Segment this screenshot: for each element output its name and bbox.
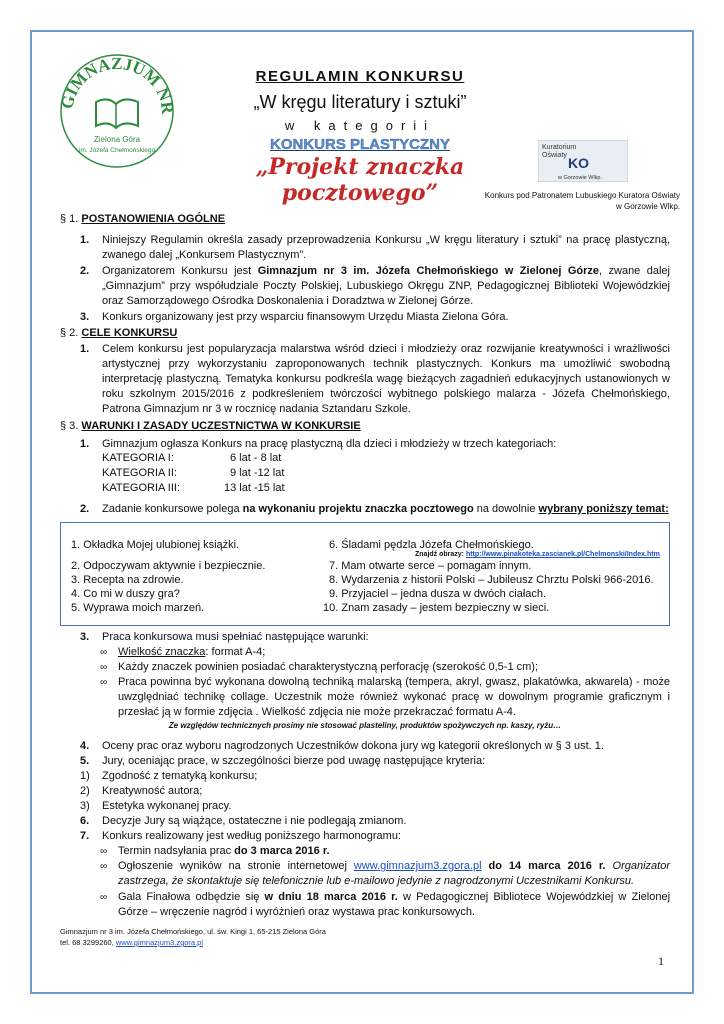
s3-item-1 xyxy=(80,437,670,452)
kuratorium-line3: w Gorzowie Wlkp. xyxy=(558,175,603,181)
section-number: § 3. xyxy=(60,420,79,432)
item-text: Organizatorem Konkursu jest Gimnazjum nr 3 im. Józefa Chełmońskiego w Zielonej Górze, zwane dalej „Gimnazjum” przy współudziale Poczty Polskiej, Lubuskiego Okręgu ZNP, Pedagogicznej Biblioteki Wojewódzkiej oraz Samorządowego Ośrodka Doskonalenia i Doradztwa w Zielonej Górze. xyxy=(102,265,670,307)
item-text: Kreatywność autora; xyxy=(102,785,203,797)
condition-3 xyxy=(100,675,670,720)
section-title: POSTANOWIENIA OGÓLNE xyxy=(81,213,226,225)
s1-item-1 xyxy=(80,233,670,263)
theme-1: 1. Okładka Mojej ulubionej książki. xyxy=(71,539,240,551)
images-link[interactable]: http://www.pinakoteka.zascianek.pl/Chelmonski/Index.htm xyxy=(465,551,660,558)
category-2-name: KATEGORIA II: xyxy=(102,467,177,479)
item-text: Gala Finałowa odbędzie się w dniu 18 marca 2016 r. w Pedagogicznej Bibliotece Wojewódzkiej w Zielonej Górze – wręczenie nagród i wyróżnień oraz wystawa prac konkursowych. xyxy=(118,891,671,918)
item-number: 1. xyxy=(80,343,90,355)
s3-item-4 xyxy=(80,739,670,754)
bullet-icon: ∞ xyxy=(100,861,108,872)
theme-6: 6. Śladami pędzla Józefa Chełmońskiego. xyxy=(329,539,534,551)
patronage-line1: Konkurs pod Patronatem Lubuskiego Kuratora Oświaty xyxy=(484,191,680,200)
svg-text:GIMNAZJUM NR 3 xyxy=(58,52,176,116)
item-text: Niniejszy Regulamin określa zasady przeprowadzenia Konkursu „W kręgu literatury i sztuki” na pracę plastyczną, zwanego dalej „Konkursem Plastycznym”. xyxy=(102,234,670,261)
kuratorium-logo xyxy=(538,140,628,182)
kuratorium-line1: Kuratorium xyxy=(542,144,577,151)
criterion-2 xyxy=(80,784,670,799)
patronage-line2: w Gorzowie Wlkp. xyxy=(615,202,680,211)
bullet-icon: ∞ xyxy=(100,677,108,688)
page-number: 1 xyxy=(658,954,664,968)
item-text: Wielkość znaczka: format A-4; xyxy=(118,646,266,658)
item-text: Oceny prac oraz wyboru nagrodzonych Uczestników dokona jury wg kategorii określonych w § 3 ust. 1. xyxy=(102,740,604,752)
criterion-1 xyxy=(80,769,670,784)
footer-contact: tel. 68 3299260, www.gimnazjum3.zgora.pl xyxy=(60,938,204,947)
item-number: 2. xyxy=(80,265,90,277)
item-text: Decyzje Jury są wiążące, ostateczne i nie podlegają zmianom. xyxy=(102,815,407,827)
category-3-age: 13 lat -15 lat xyxy=(224,482,285,494)
page-footer xyxy=(60,926,326,948)
section-title: WARUNKI I ZASADY UCZESTNICTWA W KONKURSIE xyxy=(81,420,361,432)
item-text: Termin nadsyłania prac do 3 marca 2016 r. xyxy=(118,845,330,857)
category-word: w kategorii xyxy=(284,118,436,133)
s3-item-5 xyxy=(80,754,670,769)
item-number: 2) xyxy=(80,785,90,797)
item-text: Praca konkursowa musi spełniać następujące warunki: xyxy=(102,631,369,643)
section-title: CELE KONKURSU xyxy=(81,327,178,339)
category-1-name: KATEGORIA I: xyxy=(102,452,174,464)
s3-item-3 xyxy=(80,630,670,645)
item-text: Ogłoszenie wyników na stronie internetowej www.gimnazjum3.zgora.pl do 14 marca 2016 r. Organizator zastrzega, że skontaktuje się telefonicznie lub e-mailowo jedynie z nagrodzonymi Uczestnikami Konkursu. xyxy=(118,860,670,887)
schedule-1 xyxy=(100,844,670,859)
s3-item-7 xyxy=(80,829,670,844)
item-number: 3. xyxy=(80,311,90,323)
s1-item-3 xyxy=(80,310,670,325)
doc-title: REGULAMIN KONKURSU xyxy=(255,68,465,85)
condition-1 xyxy=(100,645,670,660)
category-1-age: 6 lat - 8 lat xyxy=(230,452,282,464)
item-text: Gimnazjum ogłasza Konkurs na pracę plastyczną dla dzieci i młodzieży w trzech kategoriach: xyxy=(102,438,557,450)
item-number: 1. xyxy=(80,438,90,450)
item-number: 3. xyxy=(80,631,90,643)
section-number: § 2. xyxy=(60,327,79,339)
item-number: 2. xyxy=(80,503,90,515)
theme-9: 9. Przyjaciel – jedna dusza w dwóch ciałach. xyxy=(329,588,547,600)
theme-4: 4. Co mi w duszy gra? xyxy=(71,588,180,600)
section-1-heading xyxy=(60,213,225,225)
patronage-note xyxy=(440,190,680,212)
bullet-icon: ∞ xyxy=(100,662,108,673)
theme-10: 10. Znam zasady – jestem bezpieczny w sieci. xyxy=(323,602,550,614)
item-text: Jury, oceniając prace, w szczególności bierze pod uwagę następujące kryteria: xyxy=(102,755,486,767)
item-number: 5. xyxy=(80,755,90,767)
images-hint: Znajdź obrazy: http://www.pinakoteka.zascianek.pl/Chelmonski/Index.htm xyxy=(415,551,660,558)
item-number: 6. xyxy=(80,815,90,827)
item-text: Konkurs realizowany jest według poniższego harmonogramu: xyxy=(102,830,401,842)
logo-city: Zielona Góra xyxy=(93,135,141,144)
item-number: 1) xyxy=(80,770,90,782)
item-number: 1. xyxy=(80,234,90,246)
footer-address: Gimnazjum nr 3 im. Józefa Chełmońskiego, ul. św. Kingi 1, 65-215 Zielona Góra xyxy=(60,927,326,936)
project-title: „Projekt znaczka pocztowego” xyxy=(255,154,465,206)
s1-item-2 xyxy=(80,264,670,309)
item-text: Estetyka wykonanej pracy. xyxy=(102,800,232,812)
footer-website-link[interactable]: www.gimnazjum3.zgora.pl xyxy=(115,938,204,947)
logo-patron: im. Józefa Chełmońskiego xyxy=(78,147,156,154)
condition-2 xyxy=(100,660,670,675)
kuratorium-line2: Oświaty xyxy=(542,152,567,159)
item-text: Każdy znaczek powinien posiadać charakterystyczną perforację (szerokość 0,5-1 cm); xyxy=(118,661,539,673)
technical-note: Ze względów technicznych prosimy nie stosować plasteliny, produktów spożywczych np. kaszy, ryżu… xyxy=(168,721,562,730)
item-text: Zgodność z tematyką konkursu; xyxy=(102,770,258,782)
theme-5: 5. Wyprawa moich marzeń. xyxy=(71,602,205,614)
schedule-3 xyxy=(100,890,670,920)
s3-item-2 xyxy=(80,502,670,517)
bullet-icon: ∞ xyxy=(100,892,108,903)
theme-2: 2. Odpoczywam aktywnie i bezpiecznie. xyxy=(71,560,266,572)
s3-item-6 xyxy=(80,814,670,829)
section-2-heading xyxy=(60,327,177,339)
bullet-icon: ∞ xyxy=(100,846,108,857)
criterion-3 xyxy=(80,799,670,814)
theme-8: 8. Wydarzenia z historii Polski – Jubileusz Chrztu Polski 966-2016. xyxy=(329,574,654,586)
svg-text:KO: KO xyxy=(568,155,589,171)
item-text: Konkurs organizowany jest przy wsparciu finansowym Urzędu Miasta Zielona Góra. xyxy=(102,311,509,323)
logo-arc-text: GIMNAZJUM NR xyxy=(58,53,176,116)
item-number: 7. xyxy=(80,830,90,842)
category-3-name: KATEGORIA III: xyxy=(102,482,181,494)
item-text: Praca powinna być wykonana dowolną techniką malarską (tempera, akryl, gwasz, plakatówka, akwarela) - może uwzględniać technikę collage. Uczestnik może również wykonać pracę w dowolnym programie graficznym i przesłać ją w formie zdjęcia . Wielkość zdjęcia nie może przekraczać formatu A-4. xyxy=(118,676,670,718)
s2-item-1 xyxy=(80,342,670,417)
category-2-age: 9 lat -12 lat xyxy=(230,467,285,479)
bullet-icon: ∞ xyxy=(100,647,108,658)
item-text: Zadanie konkursowe polega na wykonaniu projektu znaczka pocztowego na dowolnie wybrany poniższy temat: xyxy=(102,503,669,515)
category-title: KONKURS PLASTYCZNY xyxy=(269,136,450,153)
section-3-heading xyxy=(60,420,361,432)
section-number: § 1. xyxy=(60,213,79,225)
item-number: 4. xyxy=(80,740,90,752)
school-logo xyxy=(58,52,176,170)
themes-box xyxy=(60,522,670,626)
item-text: Celem konkursu jest popularyzacja malarstwa wśród dzieci i młodzieży oraz rozwijanie kreatywności i wrażliwości artystycznej przy wykorzystaniu zaproponowanych technik plastycznych. Konkurs ma umożliwić swobodną interpretację plastyczną. Tematyka konkursu podkreśla wagę bieżących zagadnień edukacyjnych ustanowionych w roku szkolnym 2015/2016 z podkreśleniem twórczości wybitnego polskiego malarza - Józefa Chełmońskiego, Patrona Gimnazjum nr 3 w rocznicę nadania Sztandaru Szkole. xyxy=(102,343,670,415)
doc-subtitle: „W kręgu literatury i sztuki” xyxy=(253,92,467,112)
theme-7: 7. Mam otwarte serce – pomagam innym. xyxy=(329,560,532,572)
schedule-2 xyxy=(100,859,670,889)
theme-3: 3. Recepta na zdrowie. xyxy=(71,574,184,586)
school-website-link[interactable]: www.gimnazjum3.zgora.pl xyxy=(353,860,482,872)
item-number: 3) xyxy=(80,800,90,812)
